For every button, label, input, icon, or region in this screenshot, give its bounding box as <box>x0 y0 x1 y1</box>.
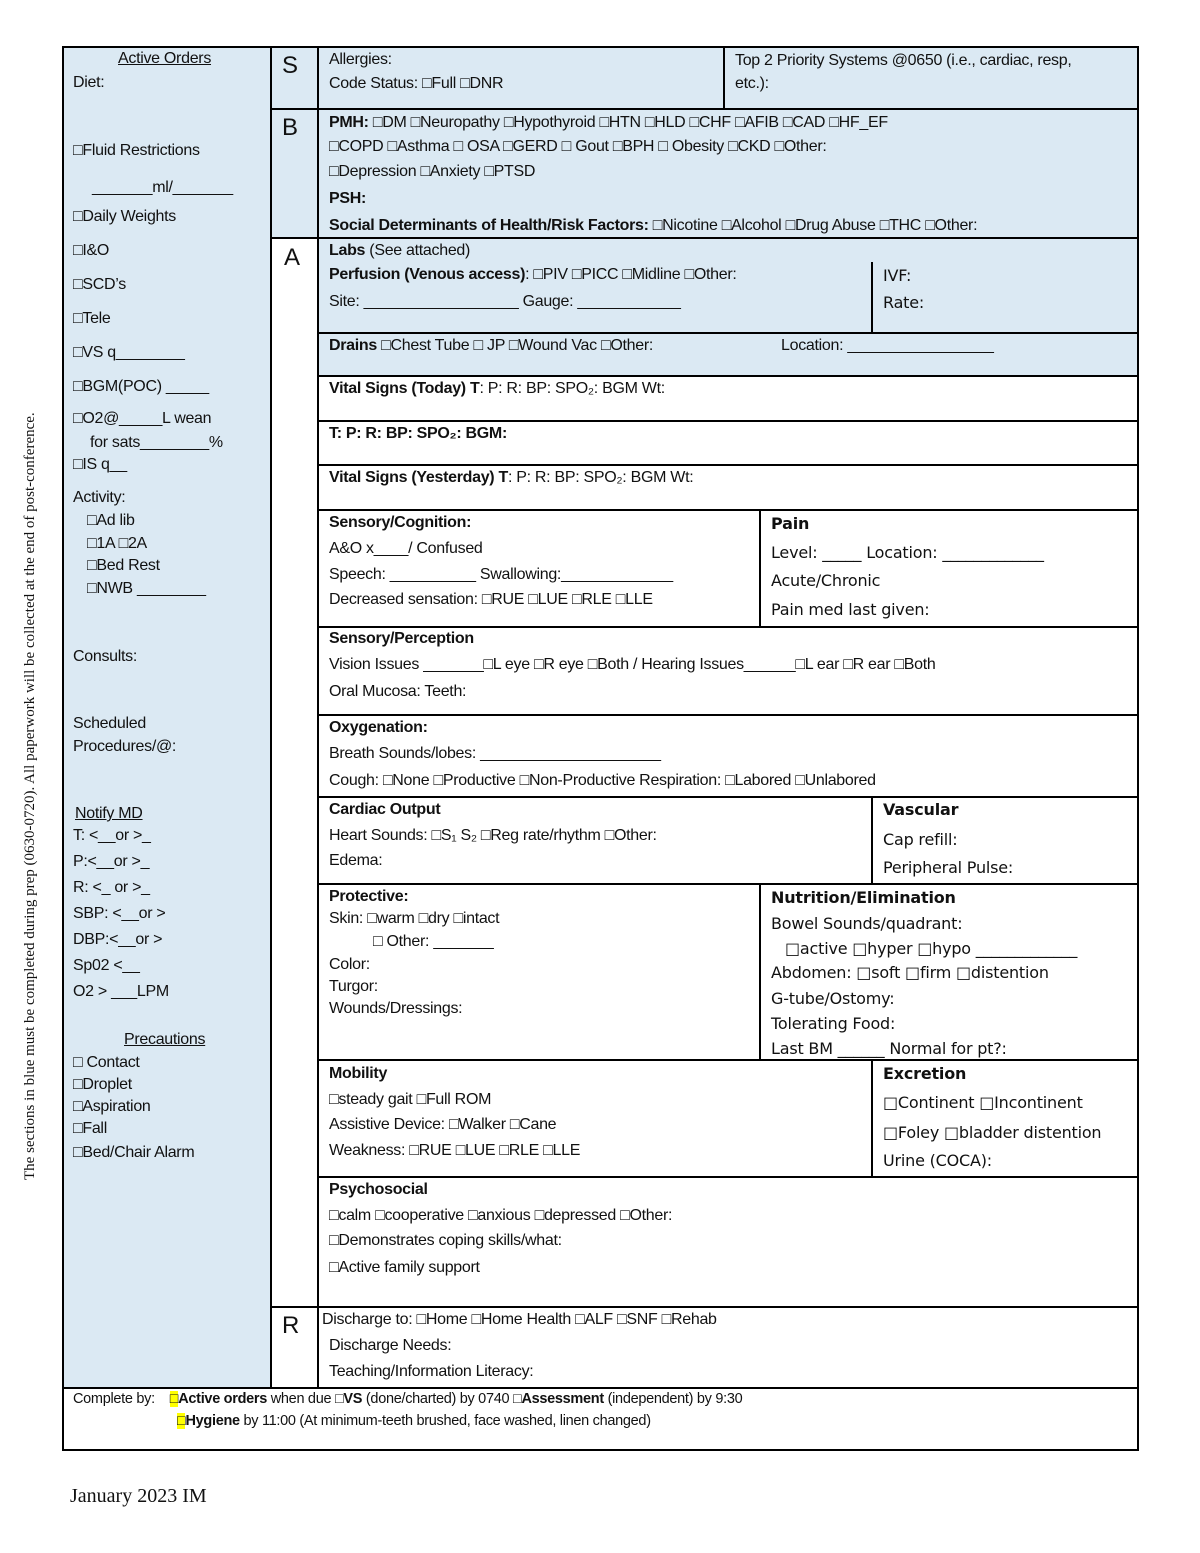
divider <box>759 509 761 626</box>
divider <box>871 796 873 884</box>
precaution-contact-checkbox[interactable]: □ Contact <box>73 1054 140 1071</box>
assessment-rest: (independent) by 9:30 <box>603 1391 743 1407</box>
perfusion-options[interactable]: : □PIV □PICC □Midline □Other: <box>525 266 737 283</box>
fluid-restrictions-checkbox[interactable]: □Fluid Restrictions <box>73 142 200 159</box>
vs-checkbox[interactable]: □VS q________ <box>73 344 185 361</box>
sbar-letter-a: A <box>284 244 301 271</box>
sidebar-title: Active Orders <box>118 50 212 67</box>
hygiene-rest: by 11:00 (At minimum-teeth brushed, face washed, linen changed) <box>239 1413 651 1429</box>
psychosocial-row-1[interactable]: □calm □cooperative □anxious □depressed □Other: <box>329 1207 673 1224</box>
protective-heading: Protective: <box>329 888 409 905</box>
drains-options[interactable]: □Chest Tube □ JP □Wound Vac □Other: <box>377 337 653 354</box>
assessment-label: Assessment <box>521 1391 604 1407</box>
priority-systems-label-2: etc.): <box>735 75 769 92</box>
sdoh-row[interactable] <box>329 216 977 235</box>
pmh-row-3[interactable]: □Depression □Anxiety □PTSD <box>329 163 536 180</box>
labs-label: Labs <box>329 242 366 259</box>
discharge-needs-field[interactable]: Discharge Needs: <box>329 1337 452 1354</box>
divider <box>317 714 1139 716</box>
o2-sats-field[interactable]: for sats________% <box>90 434 223 451</box>
nutrition-heading: Nutrition/Elimination <box>771 888 956 907</box>
skin-other-field[interactable]: □ Other: _______ <box>373 933 494 950</box>
psychosocial-row-3[interactable]: □Active family support <box>329 1259 480 1276</box>
discharge-to-row[interactable]: Discharge to: □Home □Home Health □ALF □SNF □Rehab <box>322 1311 717 1328</box>
fluid-ml-field[interactable]: _______ml/_______ <box>92 179 233 196</box>
divider <box>270 1306 1139 1308</box>
gait-row[interactable]: □steady gait □Full ROM <box>329 1091 492 1108</box>
divider <box>871 1059 873 1176</box>
perfusion-row[interactable] <box>329 265 737 284</box>
divider <box>723 46 725 108</box>
activity-1a2a-checkbox[interactable]: □1A □2A <box>87 535 147 552</box>
sensory-cognition-heading: Sensory/Cognition: <box>329 514 472 531</box>
heart-sounds-row[interactable]: Heart Sounds: □S₁ S₂ □Reg rate/rhythm □Other: <box>329 827 657 844</box>
allergies-field[interactable]: Allergies: <box>329 51 392 68</box>
ivf-field[interactable]: IVF: <box>883 266 912 285</box>
bowel-sounds-field[interactable]: Bowel Sounds/quadrant: <box>771 914 963 933</box>
daily-weights-checkbox[interactable]: □Daily Weights <box>73 208 176 225</box>
divider <box>317 509 1139 511</box>
pmh-label: PMH: <box>329 114 369 131</box>
notify-sp02: Sp02 <__ <box>73 957 140 974</box>
foley-row[interactable]: □Foley □bladder distention <box>883 1123 1102 1142</box>
divider <box>270 46 272 1389</box>
bgm-checkbox[interactable]: □BGM(POC) _____ <box>73 378 209 395</box>
sdoh-label: Social Determinants of Health/Risk Factors: <box>329 217 649 234</box>
hygiene-label: Hygiene <box>185 1413 240 1429</box>
peripheral-pulse-field[interactable]: Peripheral Pulse: <box>883 858 1014 877</box>
sbar-letter-r: R <box>282 1312 300 1339</box>
activity-nwb-checkbox[interactable]: □NWB ________ <box>87 580 206 597</box>
skin-row[interactable]: Skin: □warm □dry □intact <box>329 910 500 927</box>
complete-by-label: Complete by: <box>73 1391 155 1407</box>
divider <box>317 46 319 1389</box>
urine-field[interactable]: Urine (COCA): <box>883 1151 992 1170</box>
divider <box>317 464 1139 466</box>
sbar-letter-s: S <box>282 52 299 79</box>
vitals-yesterday-fields[interactable]: : P: R: BP: SPO₂: BGM Wt: <box>507 469 694 486</box>
abdomen-row[interactable]: Abdomen: □soft □firm □distention <box>771 963 1049 982</box>
code-status-field[interactable]: Code Status: □Full □DNR <box>329 75 504 92</box>
is-checkbox[interactable]: □IS q__ <box>73 456 127 473</box>
divider <box>871 262 873 334</box>
divider <box>317 626 1139 628</box>
footer-date: January 2023 IM <box>70 1485 207 1507</box>
procedures-label: Procedures/@: <box>73 738 177 755</box>
sensory-perception-heading: Sensory/Perception <box>329 630 474 647</box>
sdoh-options[interactable]: □Nicotine □Alcohol □Drug Abuse □THC □Other: <box>648 217 978 234</box>
complete-by-row-1 <box>73 1391 742 1408</box>
vitals-mid-row[interactable]: T: P: R: BP: SPO₂: BGM: <box>329 425 507 442</box>
psychosocial-row-2[interactable]: □Demonstrates coping skills/what: <box>329 1232 562 1249</box>
scds-checkbox[interactable]: □SCD’s <box>73 276 126 293</box>
pain-acute-chronic[interactable]: Acute/Chronic <box>771 571 881 590</box>
precaution-bed-alarm-checkbox[interactable]: □Bed/Chair Alarm <box>73 1144 195 1161</box>
speech-swallowing-field[interactable]: Speech: __________ Swallowing:_____________ <box>329 566 673 583</box>
drains-location-field[interactable]: Location: _________________ <box>781 337 994 354</box>
vs-label: VS <box>343 1391 363 1407</box>
vitals-yesterday-label: Vital Signs (Yesterday) T <box>329 469 508 486</box>
divider <box>270 108 1139 110</box>
sbar-letter-b: B <box>282 114 299 141</box>
cough-respiration-row[interactable]: Cough: □None □Productive □Non-Productive Respiration: □Labored □Unlabored <box>329 772 876 789</box>
oxygenation-heading: Oxygenation: <box>329 719 428 736</box>
vitals-today-row[interactable] <box>329 379 665 398</box>
notify-pulse: P:<__or >_ <box>73 853 150 870</box>
notify-temp: T: <__or >_ <box>73 827 151 844</box>
weakness-row[interactable]: Weakness: □RUE □LUE □RLE □LLE <box>329 1142 581 1159</box>
pain-heading: Pain <box>771 514 810 533</box>
pain-med-field[interactable]: Pain med last given: <box>771 600 930 619</box>
activity-bedrest-checkbox[interactable]: □Bed Rest <box>87 557 160 574</box>
last-bm-field[interactable]: Last BM ______ Normal for pt?: <box>771 1039 1007 1058</box>
priority-systems-label: Top 2 Priority Systems @0650 (i.e., cardiac, resp, <box>735 52 1072 69</box>
edema-field[interactable]: Edema: <box>329 852 383 869</box>
precaution-fall-checkbox[interactable]: □Fall <box>73 1120 107 1137</box>
pmh-row-2[interactable]: □COPD □Asthma □ OSA □GERD □ Gout □BPH □ Obesity □CKD □Other: <box>329 138 827 155</box>
psh-label: PSH: <box>329 190 367 207</box>
side-note: The sections in blue must be completed during prep (0630-0720). All paperwork will be collected at the end of post-conference. <box>22 412 38 1180</box>
notify-o2: O2 > ___LPM <box>73 983 169 1000</box>
gtube-field[interactable]: G-tube/Ostomy: <box>771 989 895 1008</box>
drains-row[interactable] <box>329 336 653 355</box>
labs-row <box>329 241 470 260</box>
precaution-droplet-checkbox[interactable]: □Droplet <box>73 1076 132 1093</box>
drains-label: Drains <box>329 337 377 354</box>
vs-rest: (done/charted) by 0740 □ <box>362 1391 522 1407</box>
vitals-today-fields[interactable]: : P: R: BP: SPO₂: BGM Wt: <box>479 380 665 397</box>
divider <box>317 1059 1139 1061</box>
cardiac-output-heading: Cardiac Output <box>329 801 441 818</box>
divider <box>317 1176 1139 1178</box>
o2-checkbox[interactable]: □O2@_____L wean <box>73 410 212 427</box>
divider <box>317 796 1139 798</box>
notify-dbp: DBP:<__or > <box>73 931 163 948</box>
tolerating-food-field[interactable]: Tolerating Food: <box>771 1014 896 1033</box>
divider <box>759 884 761 1059</box>
scheduled-label: Scheduled <box>73 715 146 732</box>
assistive-device-row[interactable]: Assistive Device: □Walker □Cane <box>329 1116 557 1133</box>
divider <box>270 237 1139 239</box>
activity-adlib-checkbox[interactable]: □Ad lib <box>87 512 135 529</box>
pmh-options-1[interactable]: □DM □Neuropathy □Hypothyroid □HTN □HLD □CHF □AFIB □CAD □HF_EF <box>368 114 888 131</box>
mobility-heading: Mobility <box>329 1065 388 1082</box>
psychosocial-heading: Psychosocial <box>329 1181 428 1198</box>
breath-sounds-field[interactable]: Breath Sounds/lobes: _____________________ <box>329 745 661 762</box>
oral-mucosa-field[interactable]: Oral Mucosa: Teeth: <box>329 683 467 700</box>
io-checkbox[interactable]: □I&O <box>73 242 110 259</box>
rate-field[interactable]: Rate: <box>883 293 925 312</box>
perfusion-label: Perfusion (Venous access) <box>329 266 526 283</box>
divider <box>317 375 1139 377</box>
tele-checkbox[interactable]: □Tele <box>73 310 111 327</box>
divider <box>317 332 1139 334</box>
bowel-options-row[interactable]: □active □hyper □hypo _____________ <box>785 939 1078 958</box>
teaching-field[interactable]: Teaching/Information Literacy: <box>329 1363 534 1380</box>
activity-label: Activity: <box>73 489 126 506</box>
complete-by-row-2 <box>177 1413 651 1430</box>
pmh-row-1[interactable] <box>329 113 888 132</box>
notify-md-heading: Notify MD <box>75 805 143 822</box>
excretion-heading: Excretion <box>883 1064 967 1083</box>
active-orders-label: Active orders <box>178 1391 268 1407</box>
consults-field: Consults: <box>73 648 137 665</box>
vitals-yesterday-row[interactable] <box>329 468 693 487</box>
labs-note: (See attached) <box>365 242 471 259</box>
precautions-heading: Precautions <box>124 1031 206 1048</box>
vascular-heading: Vascular <box>883 800 959 819</box>
active-orders-checkbox[interactable]: □ <box>169 1391 179 1407</box>
site-gauge-field[interactable]: Site: __________________ Gauge: ____________ <box>329 293 681 310</box>
turgor-field[interactable]: Turgor: <box>329 978 378 995</box>
pain-level-field[interactable]: Level: _____ Location: _____________ <box>771 543 1044 562</box>
decreased-sensation-row[interactable]: Decreased sensation: □RUE □LUE □RLE □LLE <box>329 591 653 608</box>
vitals-today-label: Vital Signs (Today) T <box>329 380 480 397</box>
notify-resp: R: <_ or >_ <box>73 879 150 896</box>
diet-field: Diet: <box>73 74 105 91</box>
divider <box>317 420 1139 422</box>
cap-refill-field[interactable]: Cap refill: <box>883 830 958 849</box>
continent-row[interactable]: □Continent □Incontinent <box>883 1093 1083 1112</box>
active-orders-rest: when due □ <box>267 1391 344 1407</box>
vision-hearing-row[interactable]: Vision Issues _______□L eye □R eye □Both / Hearing Issues______□L ear □R ear □Both <box>329 656 936 673</box>
hygiene-checkbox[interactable]: □ <box>177 1413 186 1429</box>
precaution-aspiration-checkbox[interactable]: □Aspiration <box>73 1098 151 1115</box>
color-field[interactable]: Color: <box>329 956 370 973</box>
ao-field[interactable]: A&O x____/ Confused <box>329 540 483 557</box>
notify-sbp: SBP: <__or > <box>73 905 166 922</box>
divider <box>62 1387 1139 1389</box>
wounds-field[interactable]: Wounds/Dressings: <box>329 1000 463 1017</box>
divider <box>317 883 1139 885</box>
